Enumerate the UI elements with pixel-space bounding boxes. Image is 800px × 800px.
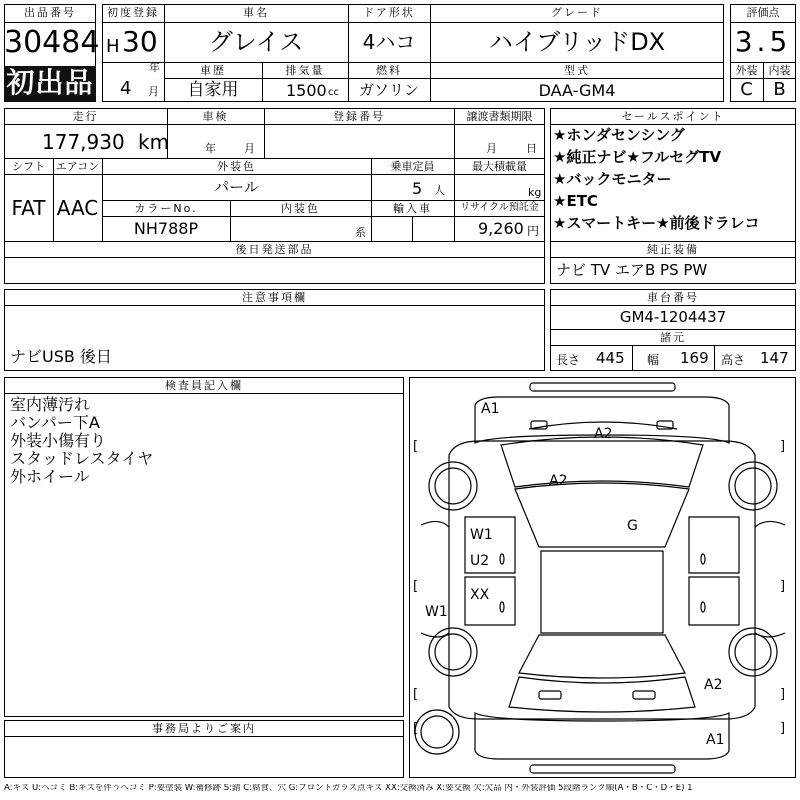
exterior-label: 外装 <box>735 64 758 77</box>
sales-point: ★スマートキー★前後ドラレコ <box>553 214 760 232</box>
load-unit: kg <box>528 186 542 199</box>
bracket: [ <box>413 439 419 454</box>
chassis-label: 車台番号 <box>647 291 699 304</box>
capacity-unit: 人 <box>434 184 445 197</box>
mileage-label: 走行 <box>72 110 99 123</box>
transfer-month-unit: 月 <box>486 142 497 155</box>
bracket: [ <box>413 579 419 594</box>
office-label: 事務局よりご案内 <box>152 722 256 735</box>
displacement: 1500 <box>286 81 327 100</box>
first-listing-badge: 初出品 <box>4 66 96 102</box>
recycle: 9,260 <box>478 219 524 238</box>
reg-no-label: 登録番号 <box>333 110 385 123</box>
lot-label: 出品番号 <box>24 6 76 19</box>
displacement-label: 排気量 <box>285 64 325 77</box>
interior-grade: B <box>773 79 786 100</box>
month-unit: 月 <box>148 85 159 98</box>
capacity: 5 <box>412 179 423 198</box>
color-no: NH788P <box>133 219 199 238</box>
recycle-label: リサイクル預託金 <box>460 202 539 213</box>
year-unit: 年 <box>149 61 160 74</box>
reg-year: 30 <box>122 25 158 58</box>
damage-mark: W1 <box>425 604 448 620</box>
import-label: 輸入車 <box>393 202 432 215</box>
lot-number: 30484 <box>4 25 100 60</box>
damage-mark: G <box>627 518 638 534</box>
color-no-label: カラーNo. <box>134 202 198 215</box>
int-color-label: 内装色 <box>281 202 320 215</box>
width-label: 幅 <box>647 353 660 367</box>
bracket: [ <box>413 721 419 736</box>
width: 169 <box>680 349 709 367</box>
inspector-notes <box>10 397 400 487</box>
damage-mark: A1 <box>706 732 725 748</box>
sales-points-list <box>553 128 793 238</box>
sales-point: ★ETC <box>553 192 598 210</box>
notes-text: ナビUSB 後日 <box>10 347 112 366</box>
inspector-line: スタッドレスタイヤ <box>10 449 154 468</box>
equipment: ナビ TV エアB PS PW <box>556 261 708 279</box>
sales-point: ★バックモニター <box>553 170 672 188</box>
history: 自家用 <box>187 80 239 100</box>
mileage: 177,930 <box>42 130 125 154</box>
score-label: 評価点 <box>746 6 780 19</box>
score: 3.5 <box>734 25 792 58</box>
door-type: 4ハコ <box>362 30 416 54</box>
load-label: 最大積載量 <box>472 160 527 173</box>
inspection-label: 車検 <box>202 110 229 123</box>
first-reg-label: 初度登録 <box>107 6 159 19</box>
bracket: ] <box>780 687 786 702</box>
bracket: ] <box>780 721 786 736</box>
inspection-month-unit: 月 <box>244 142 255 155</box>
damage-mark: U2 <box>470 553 490 569</box>
capacity-label: 乗車定員 <box>390 160 435 173</box>
damage-mark: XX <box>470 587 490 603</box>
inspector-label: 検査員記入欄 <box>165 379 243 392</box>
model: DAA-GM4 <box>538 81 616 100</box>
sales-points-label: セールスポイント <box>621 110 725 123</box>
model-label: 型式 <box>564 64 590 77</box>
damage-mark: A2 <box>704 677 723 693</box>
car-name: グレイス <box>208 28 304 56</box>
bracket: ] <box>780 439 786 454</box>
bracket: [ <box>413 687 419 702</box>
bracket: ] <box>780 579 786 594</box>
transfer-day-unit: 日 <box>526 142 537 155</box>
equipment-label: 純正装備 <box>647 243 699 256</box>
int-color-suffix: 系 <box>355 226 366 239</box>
damage-mark: A2 <box>549 473 568 489</box>
name-label: 車名 <box>243 6 269 19</box>
mileage-unit: km <box>138 130 170 154</box>
exterior-grade: C <box>740 79 753 100</box>
length: 445 <box>596 349 625 367</box>
displacement-unit: cc <box>328 87 339 98</box>
shift: FAT <box>11 196 46 220</box>
length-label: 長さ <box>556 353 581 367</box>
recycle-unit: 円 <box>527 224 540 238</box>
height-label: 高さ <box>721 353 746 367</box>
grade: ハイブリッドDX <box>488 28 666 56</box>
fuel: ガソリン <box>358 81 419 99</box>
grade-label: グレード <box>551 6 603 19</box>
inspector-line: バンパー下A <box>10 413 100 432</box>
chassis-number: GM4-1204437 <box>619 308 727 326</box>
inspector-line: 室内薄汚れ <box>10 395 91 414</box>
legend: A:キズ U:ヘコミ B:キズを伴うヘコミ P:要塗装 W:補修跡 S:錆 C:腐食、穴 G:フロントガラス点キズ XX:交換済み X:要交換 欠:欠品 内・外装評価 5段階ランク順(A・B・C・D・E) 1 <box>4 784 693 793</box>
color: パール <box>214 178 259 196</box>
damage-mark: A2 <box>594 426 613 442</box>
door-label: ドア形状 <box>363 6 415 19</box>
inspector-line: 外ホイール <box>10 467 90 486</box>
transfer-label: 譲渡書類期限 <box>466 110 533 123</box>
inspection-year-unit: 年 <box>205 142 216 155</box>
shift-label: シフト <box>12 160 45 173</box>
sales-point: ★ホンダセンシング <box>553 126 685 144</box>
damage-mark: A1 <box>481 401 500 417</box>
interior-label: 内装 <box>768 64 791 77</box>
fuel-label: 燃料 <box>376 64 402 77</box>
inspector-line: 外装小傷有り <box>10 431 107 450</box>
dims-label: 諸元 <box>660 331 686 344</box>
history-label: 車歴 <box>200 64 226 77</box>
later-parts-label: 後日発送部品 <box>235 243 314 256</box>
notes-label: 注意事項欄 <box>242 291 307 304</box>
ac-label: エアコン <box>55 160 100 173</box>
ac: AAC <box>56 196 99 220</box>
reg-month: 4 <box>120 78 132 99</box>
era-initial: H <box>106 36 120 57</box>
sales-point: ★純正ナビ★フルセグTV <box>553 148 722 166</box>
color-label: 外装色 <box>217 160 256 173</box>
height: 147 <box>760 349 789 367</box>
damage-mark: W1 <box>470 527 493 543</box>
